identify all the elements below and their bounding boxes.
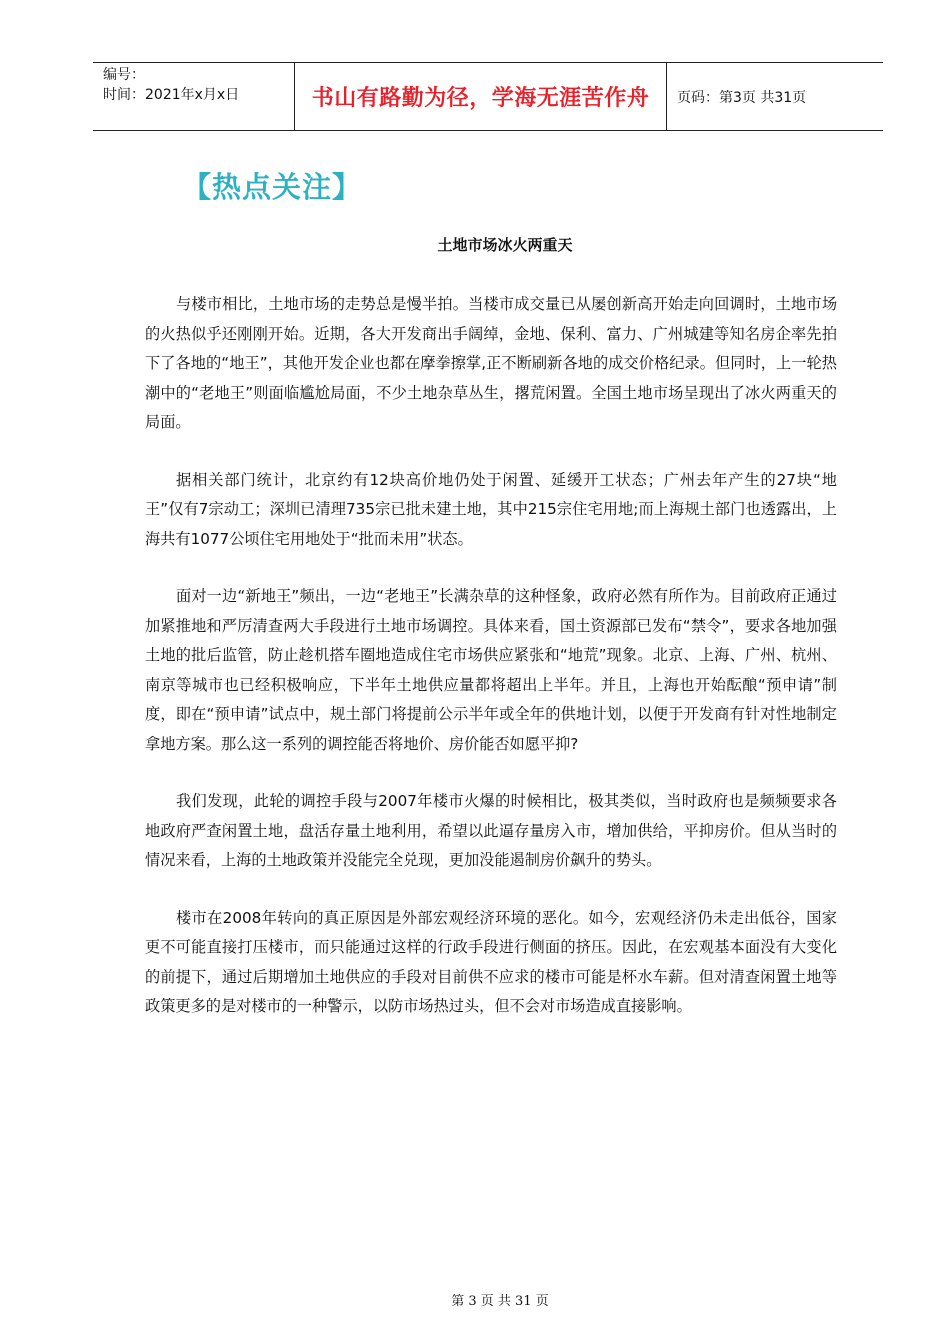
motto-text: 书山有路勤为径，学海无涯苦作舟 <box>311 86 650 111</box>
header-page-cell <box>667 63 883 130</box>
section-tag: 【热点关注】 <box>182 170 363 204</box>
article-title: 土地市场冰火两重天 <box>437 236 573 254</box>
paragraph: 楼市在2008年转向的真正原因是外部宏观经济环境的恶化。如今，宏观经济仍未走出低谷，国家更不可能直接打压楼市，而只能通过这样的行政手段进行侧面的挤压。因此，在宏观基本面没有大变化的前提下，通过后期增加土地供应的手段对目前供不应求的楼市可能是杯水车薪。但对清查闲置土地等政策更多的是对楼市的一种警示，以防市场热过头，但不会对市场造成直接影响。 <box>145 908 837 1015</box>
time-label: 时间：2021年x月x日 <box>103 87 240 103</box>
paragraph: 面对一边“新地王”频出，一边“老地王”长满杂草的这种怪象，政府必然有所作为。目前政府正通过加紧推地和严厉清查两大手段进行土地市场调控。具体来看，国土资源部已发布“禁令”，要求各地加强土地的批后监管，防止趁机搭车圈地造成住宅市场供应紧张和“地荒”现象。北京、上海、广州、杭州、南京等城市也已经积极响应，下半年土地供应量都将超出上半年。并且，上海也开始酝酿“预申请”制度，即在“预申请”试点中，规土部门将提前公示半年或全年的供地计划，以便于开发商有针对性地制定拿地方案。那么这一系列的调控能否将地价、房价能否如愿平抑? <box>145 587 837 753</box>
page-footer: 第 3 页 共 31 页 <box>451 1294 549 1309</box>
paragraph: 我们发现，此轮的调控手段与2007年楼市火爆的时候相比，极其类似，当时政府也是频频要求各地政府严查闲置土地，盘活存量土地利用，希望以此逼存量房入市，增加供给，平抑房价。但从当时的情况来看，上海的土地政策并没能完全兑现，更加没能遏制房价飙升的势头。 <box>145 792 837 869</box>
page-header <box>93 62 883 131</box>
paragraph: 据相关部门统计，北京约有12块高价地仍处于闲置、延缓开工状态；广州去年产生的27块“地王”仅有7宗动工；深圳已清理735宗已批未建土地，其中215宗住宅用地;而上海规土部门也透露出，上海共有1077公顷住宅用地处于“批而未用”状态。 <box>145 470 837 548</box>
header-motto-cell <box>295 63 667 130</box>
header-meta <box>93 63 295 130</box>
number-label: 编号： <box>103 67 145 83</box>
paragraph: 与楼市相比，土地市场的走势总是慢半拍。当楼市成交量已从屡创新高开始走向回调时，土地市场的火热似乎还刚刚开始。近期，各大开发商出手阔绰，金地、保利、富力、广州城建等知名房企率先拍下了各地的“地王”，其他开发企业也都在摩拳擦掌,正不断刷新各地的成交价格纪录。但同时，上一轮热潮中的“老地王”则面临尴尬局面，不少土地杂草丛生，撂荒闲置。全国土地市场呈现出了冰火两重天的局面。 <box>145 295 837 431</box>
page-label: 页码：第3页 共31页 <box>677 89 807 106</box>
article-body <box>145 290 837 1050</box>
